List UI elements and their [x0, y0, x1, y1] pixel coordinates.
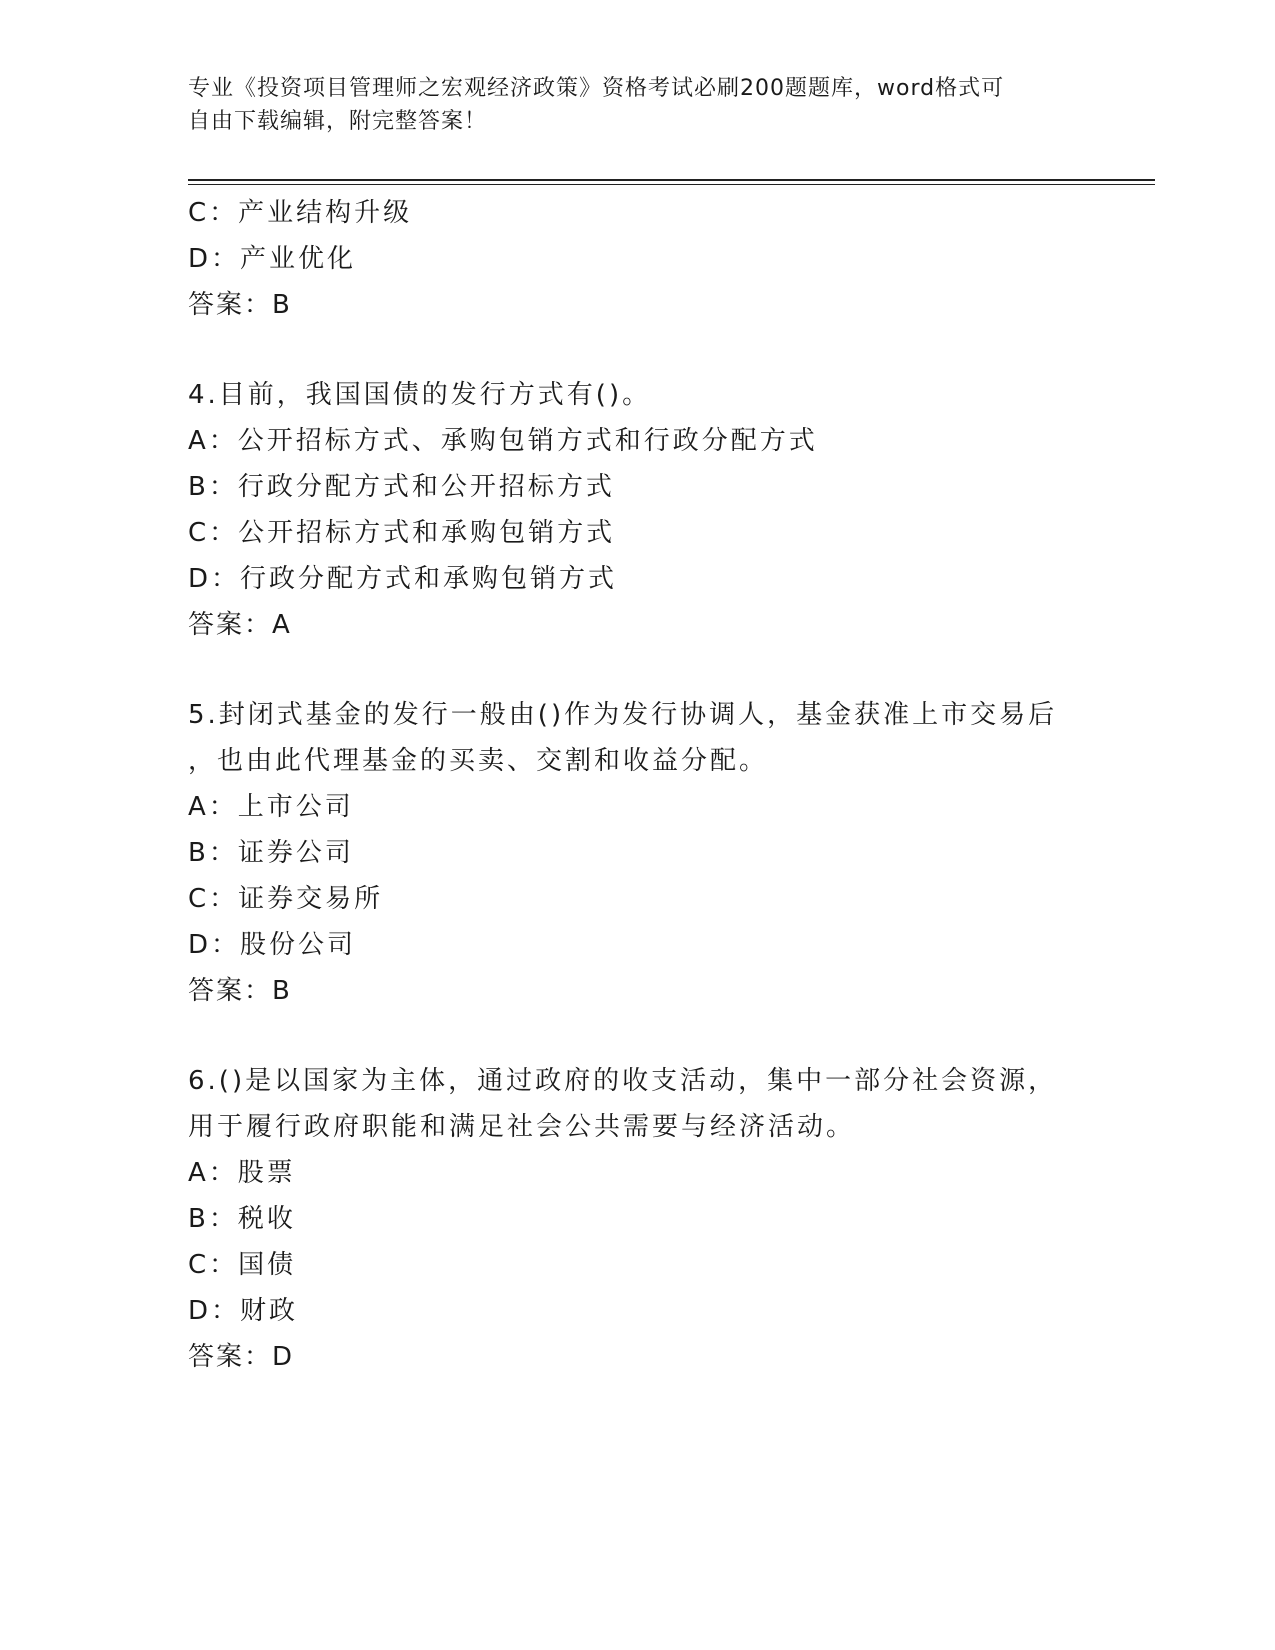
- option-b: B：行政分配方式和公开招标方式: [188, 472, 615, 502]
- answer-line: 答案：D: [188, 1342, 295, 1372]
- question-stem: 4.目前，我国国债的发行方式有()。: [188, 380, 652, 410]
- option-c: C：国债: [188, 1250, 297, 1280]
- option-d: D：行政分配方式和承购包销方式: [188, 564, 618, 594]
- question-3-continuation: [188, 190, 1088, 328]
- option-a: A：股票: [188, 1158, 296, 1188]
- answer-line: 答案：A: [188, 610, 292, 640]
- question-4: [188, 372, 1088, 648]
- option-c: C：产业结构升级: [188, 198, 413, 228]
- question-stem-line-1: 6.()是以国家为主体，通过政府的收支活动，集中一部分社会资源，: [188, 1066, 1058, 1096]
- question-5: [188, 692, 1088, 1014]
- header-title-line-1: 专业《投资项目管理师之宏观经济政策》资格考试必刷200题题库，word格式可: [188, 76, 1005, 101]
- option-c: C：证券交易所: [188, 884, 384, 914]
- option-d: D：财政: [188, 1296, 299, 1326]
- option-a: A：上市公司: [188, 792, 354, 822]
- question-stem-line-1: 5.封闭式基金的发行一般由()作为发行协调人，基金获准上市交易后: [188, 700, 1058, 730]
- page-header: [188, 72, 1088, 138]
- option-d: D：股份公司: [188, 930, 357, 960]
- header-divider-thick: [188, 179, 1155, 181]
- header-divider-thin: [188, 184, 1155, 185]
- question-6: [188, 1058, 1088, 1380]
- question-stem-line-2: 用于履行政府职能和满足社会公共需要与经济活动。: [188, 1112, 856, 1142]
- question-stem-line-2: ，也由此代理基金的买卖、交割和收益分配。: [188, 746, 769, 776]
- option-b: B：税收: [188, 1204, 296, 1234]
- option-c: C：公开招标方式和承购包销方式: [188, 518, 616, 548]
- answer-line: 答案：B: [188, 290, 292, 320]
- option-b: B：证券公司: [188, 838, 354, 868]
- answer-line: 答案：B: [188, 976, 292, 1006]
- document-body: [188, 190, 1088, 1380]
- option-d: D：产业优化: [188, 244, 357, 274]
- header-title-line-2: 自由下载编辑，附完整答案！: [188, 109, 488, 134]
- option-a: A：公开招标方式、承购包销方式和行政分配方式: [188, 426, 818, 456]
